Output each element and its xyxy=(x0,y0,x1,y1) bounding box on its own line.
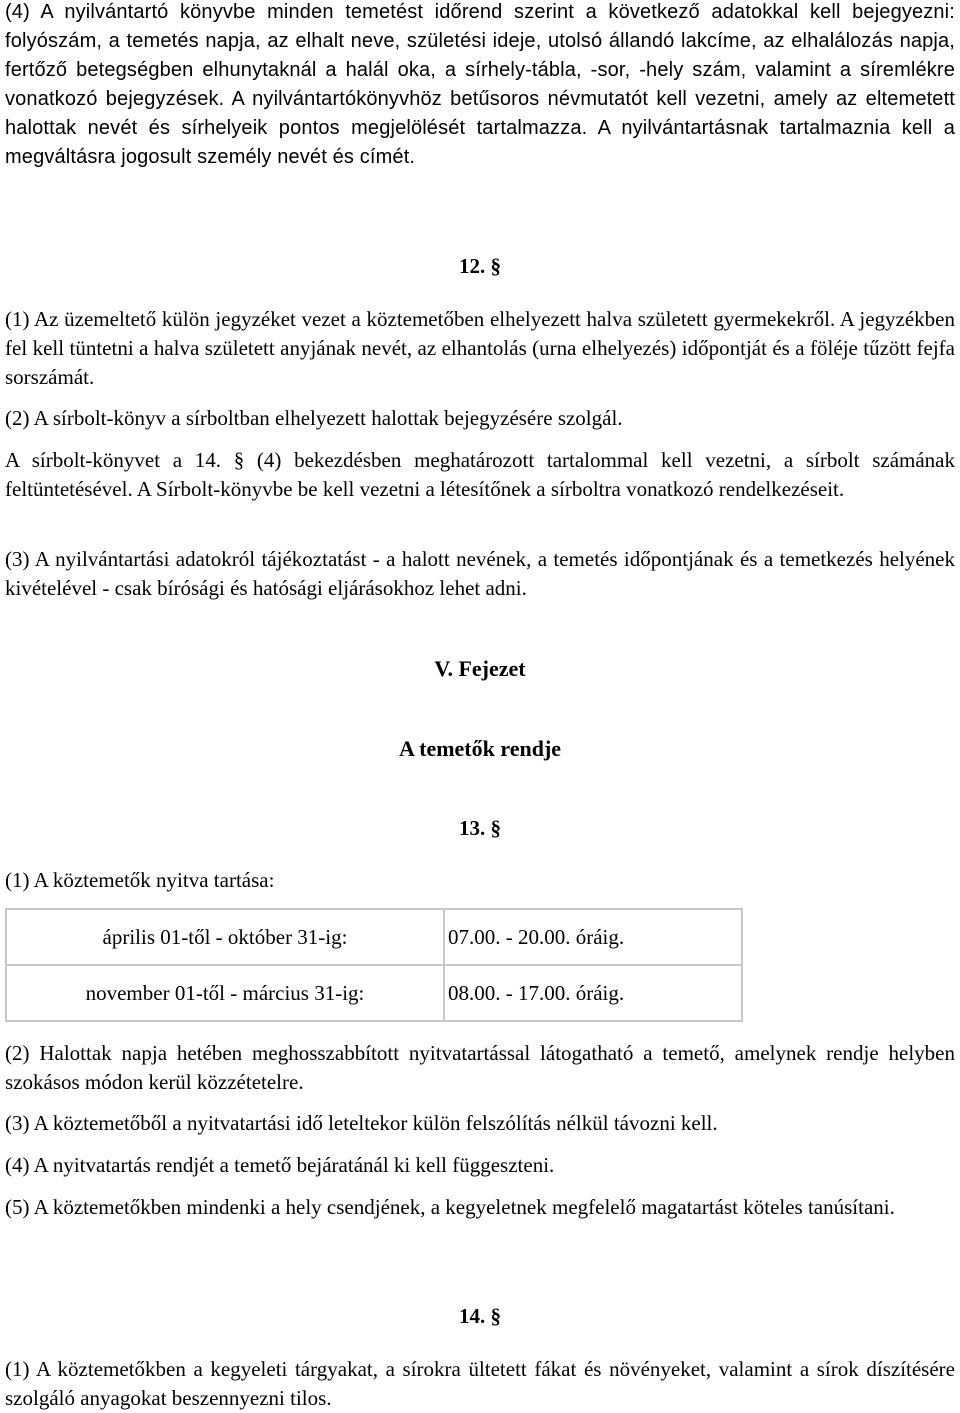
opening-hours-table xyxy=(5,908,743,1022)
section-13-paragraph-5: (5) A köztemetőkben mindenki a hely csendjének, a kegyeletnek megfelelő magatartást köteles tanúsítani. xyxy=(5,1195,895,1219)
section-13-paragraph-1-label: (1) A köztemetők nyitva tartása: xyxy=(5,868,275,892)
section-13-paragraph-3: (3) A köztemetőből a nyitvatartási idő leteltekor külön felszólítás nélkül távozni kell. xyxy=(5,1111,718,1135)
section-14-paragraph-1: (1) A köztemetőkben a kegyeleti tárgyakat, a sírokra ültetett fákat és növényeket, valamint a sírok díszítésére szolgáló anyagokat beszennyezni tilos. xyxy=(5,1357,955,1410)
section-11-paragraph-4-text: (4) A nyilvántartó könyvbe minden temetést időrend szerint a következő adatokkal kell bejegyezni: folyószám, a temetés napja, az elhalt neve, születési ideje, utolsó állandó lakcíme, az elhalálozás napja, fertőző betegségben elhunytaknál a halál oka, a sírhely-tábla, -sor, -hely szám, valamint a síremlékre vonatkozó bejegyzések. xyxy=(5,1,955,110)
section-12-paragraph-2b: A sírbolt-könyvet a 14. § (4) bekezdésben meghatározott tartalommal kell vezetni, a sírbolt számának feltüntetésével. A Sírbolt-könyvbe be kell vezetni a létesítőnek a sírboltra vonatkozó rendelkezéseit. xyxy=(5,448,955,501)
section-12-paragraph-3: (3) A nyilvántartási adatokról tájékoztatást - a halott nevének, a temetés időpontjának és a temetkezés helyének kivételével - csak bírósági és hatósági eljárásokhoz lehet adni. xyxy=(5,547,955,600)
hours-period-cell: április 01-től - október 31-ig: xyxy=(6,909,444,965)
section-11-paragraph-4-continuation: A nyilvántartókönyvhöz betűsoros névmutatót kell vezetni, amely az eltemetett halottak nevét és sírhelyeik pontos megjelölését tartalmazza. A nyilvántartásnak tartalmaznia kell a megváltásra jogosult személy nevét és címét. xyxy=(5,88,955,168)
section-13-paragraph-2: (2) Halottak napja hetében meghosszabbított nyitvatartással látogatható a temető, amelynek rendje helyben szokásos módon kerül közzétetelre. xyxy=(5,1041,955,1094)
chapter-number: V. Fejezet xyxy=(434,656,526,681)
section-13-title: 13. § xyxy=(459,816,501,840)
section-12-title: 12. § xyxy=(459,254,501,278)
hours-period-cell: november 01-től - március 31-ig: xyxy=(6,965,444,1021)
section-11-paragraph-4 xyxy=(5,0,955,172)
section-12-paragraph-2: (2) A sírbolt-könyv a sírboltban elhelyezett halottak bejegyzésére szolgál. xyxy=(5,406,623,430)
table-row xyxy=(6,909,742,965)
hours-time-cell: 08.00. - 17.00. óráig. xyxy=(444,965,742,1021)
hours-time-cell: 07.00. - 20.00. óráig. xyxy=(444,909,742,965)
table-row xyxy=(6,965,742,1021)
chapter-title: A temetők rendje xyxy=(398,736,562,761)
section-13-paragraph-4: (4) A nyitvatartás rendjét a temető bejáratánál ki kell függeszteni. xyxy=(5,1153,555,1177)
section-14-title: 14. § xyxy=(459,1304,501,1328)
section-12-paragraph-1: (1) Az üzemeltető külön jegyzéket vezet a köztemetőben elhelyezett halva született gyermekekről. A jegyzékben fel kell tüntetni a halva született anyjának nevét, az elhantolás (urna elhelyezés) időpontját és a föléje tűzött fejfa sorszámát. xyxy=(5,307,955,389)
